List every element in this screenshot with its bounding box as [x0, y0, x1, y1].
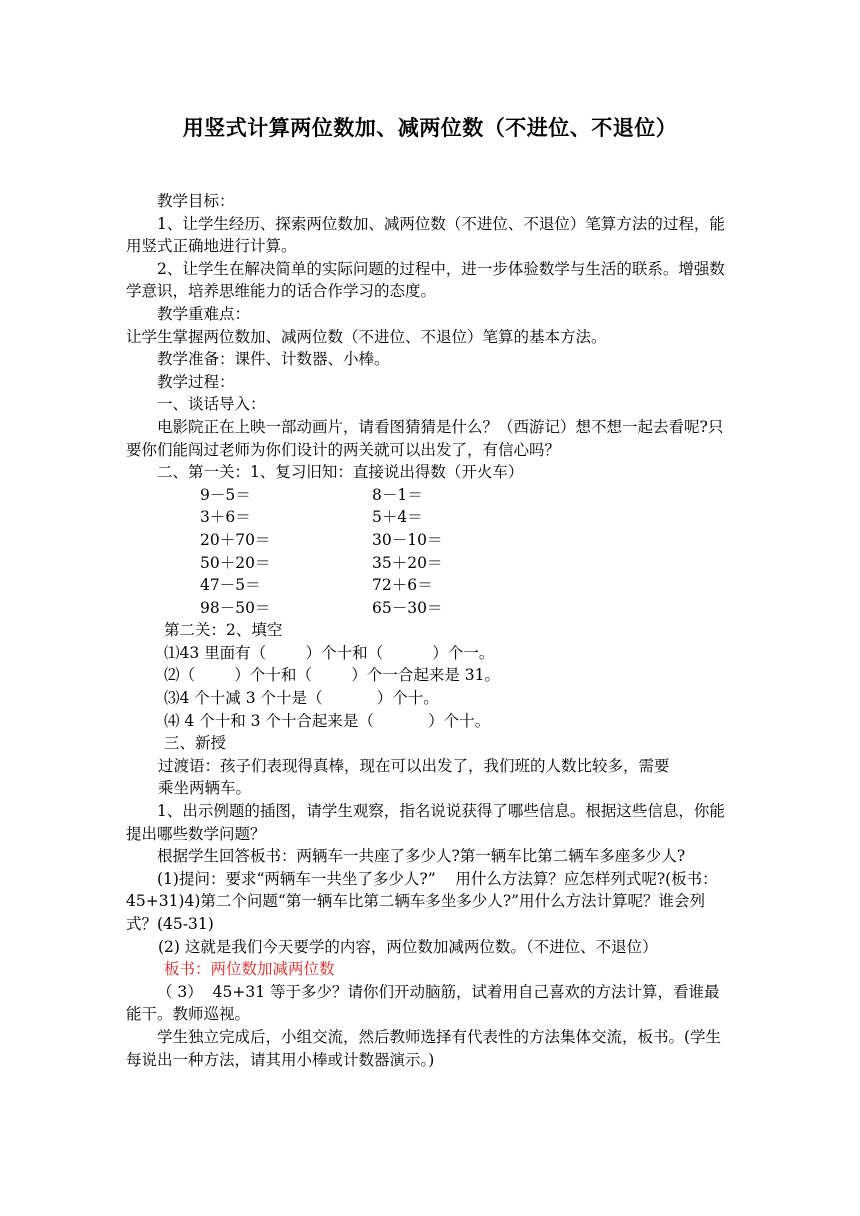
calc-item: 5＋4＝: [372, 508, 423, 527]
section-2-heading: 二、第一关：1、复习旧知：直接说出得数（开火车）: [157, 463, 524, 482]
document-title: 用竖式计算两位数加、减两位数（不进位、不退位）: [182, 115, 678, 140]
calc-row: [126, 552, 734, 575]
calc-item: 3＋6＝: [200, 508, 251, 527]
calc-item: 20＋70＝: [200, 530, 271, 549]
fill-question-3: ⑶4 个十减 3 个十是（ ）个十。: [164, 689, 439, 708]
fill-question-1: ⑴43 里面有（ ）个十和（ ）个一。: [164, 643, 495, 662]
calc-list: [126, 484, 734, 620]
new-para-6: 学生独立完成后，小组交流，然后教师选择有代表性的方法集体交流，板书。(学生每说出一种方法，请其用小棒或计数器演示。): [126, 1027, 722, 1069]
key-text: 让学生掌握两位数加、减两位数（不进位、不退位）笔算的基本方法。: [126, 327, 607, 346]
goal-1: 1、让学生经历、探索两位数加、减两位数（不进位、不退位）笔算方法的过程，能用竖式正确地进行计算。: [126, 214, 725, 256]
section-1-heading: 一、谈话导入：: [157, 395, 266, 414]
board-note: 板书：两位数加减两位数: [164, 960, 335, 979]
calc-item: 9－5＝: [200, 485, 251, 504]
fill-heading: 第二关：2、填空: [164, 621, 283, 640]
calc-item: 8－1＝: [372, 485, 423, 504]
new-para-3: (1)提问：要求“两辆车一共坐了多少人?” 用什么方法算？应怎样列式呢?(板书：45+31)4)第二个问题“第一辆车比第二辆车多坐多少人?”用什么方法计算呢？谁会列式？(45-31): [126, 869, 718, 933]
calc-row: [126, 484, 734, 507]
calc-row: [126, 506, 734, 529]
calc-row: [126, 574, 734, 597]
fill-question-2: ⑵（ ）个十和（ ）个一合起来是 31。: [164, 666, 500, 685]
fill-question-4: ⑷ 4 个十和 3 个十合起来是（ ）个十。: [164, 711, 491, 730]
calc-item: 98－50＝: [200, 598, 271, 617]
calc-item: 30－10＝: [372, 530, 443, 549]
goal-heading: 教学目标：: [157, 192, 235, 210]
calc-row: [126, 597, 734, 620]
goal-2: 2、让学生在解决简单的实际问题的过程中，进一步体验数学与生活的联系。增强数学意识，培养思维能力的话合作学习的态度。: [126, 259, 725, 301]
process-heading: 教学过程：: [157, 372, 235, 391]
section-3-heading: 三、新授: [164, 734, 227, 753]
transition-line-1: 过渡语：孩子们表现得真棒，现在可以出发了，我们班的人数比较多，需要: [158, 756, 670, 775]
calc-item: 47－5＝: [200, 576, 261, 595]
document-body: [126, 190, 734, 1071]
section-1-text: 电影院正在上映一部动画片，请看图猜猜是什么？（西游记）想不想一起去看呢?只要你们能闯过老师为你们设计的两关就可以出发了，有信心吗？: [126, 417, 724, 459]
preparation: 教学准备：课件、计数器、小棒。: [157, 350, 390, 369]
calc-item: 50＋20＝: [200, 553, 271, 572]
calc-item: 65－30＝: [372, 598, 443, 617]
key-heading: 教学重难点：: [157, 304, 251, 323]
transition-line-2: 乘坐两辆车。: [158, 779, 252, 798]
new-para-4: (2) 这就是我们今天要学的内容，两位数加减两位数。（不进位、不退位）: [158, 937, 658, 956]
calc-item: 72＋6＝: [372, 576, 433, 595]
new-para-5: （ 3） 45+31 等于多少？请你们开动脑筋，试着用自己喜欢的方法计算，看谁最能干。教师巡视。: [126, 982, 720, 1024]
calc-row: [126, 529, 734, 552]
new-para-1: 1、出示例题的插图，请学生观察，指名说说获得了哪些信息。根据这些信息，你能提出哪些数学问题？: [126, 802, 725, 843]
new-para-2: 根据学生回答板书：两辆车一共座了多少人?第一辆车比第二辆车多座多少人?: [157, 847, 686, 866]
calc-item: 35＋20＝: [372, 553, 443, 572]
